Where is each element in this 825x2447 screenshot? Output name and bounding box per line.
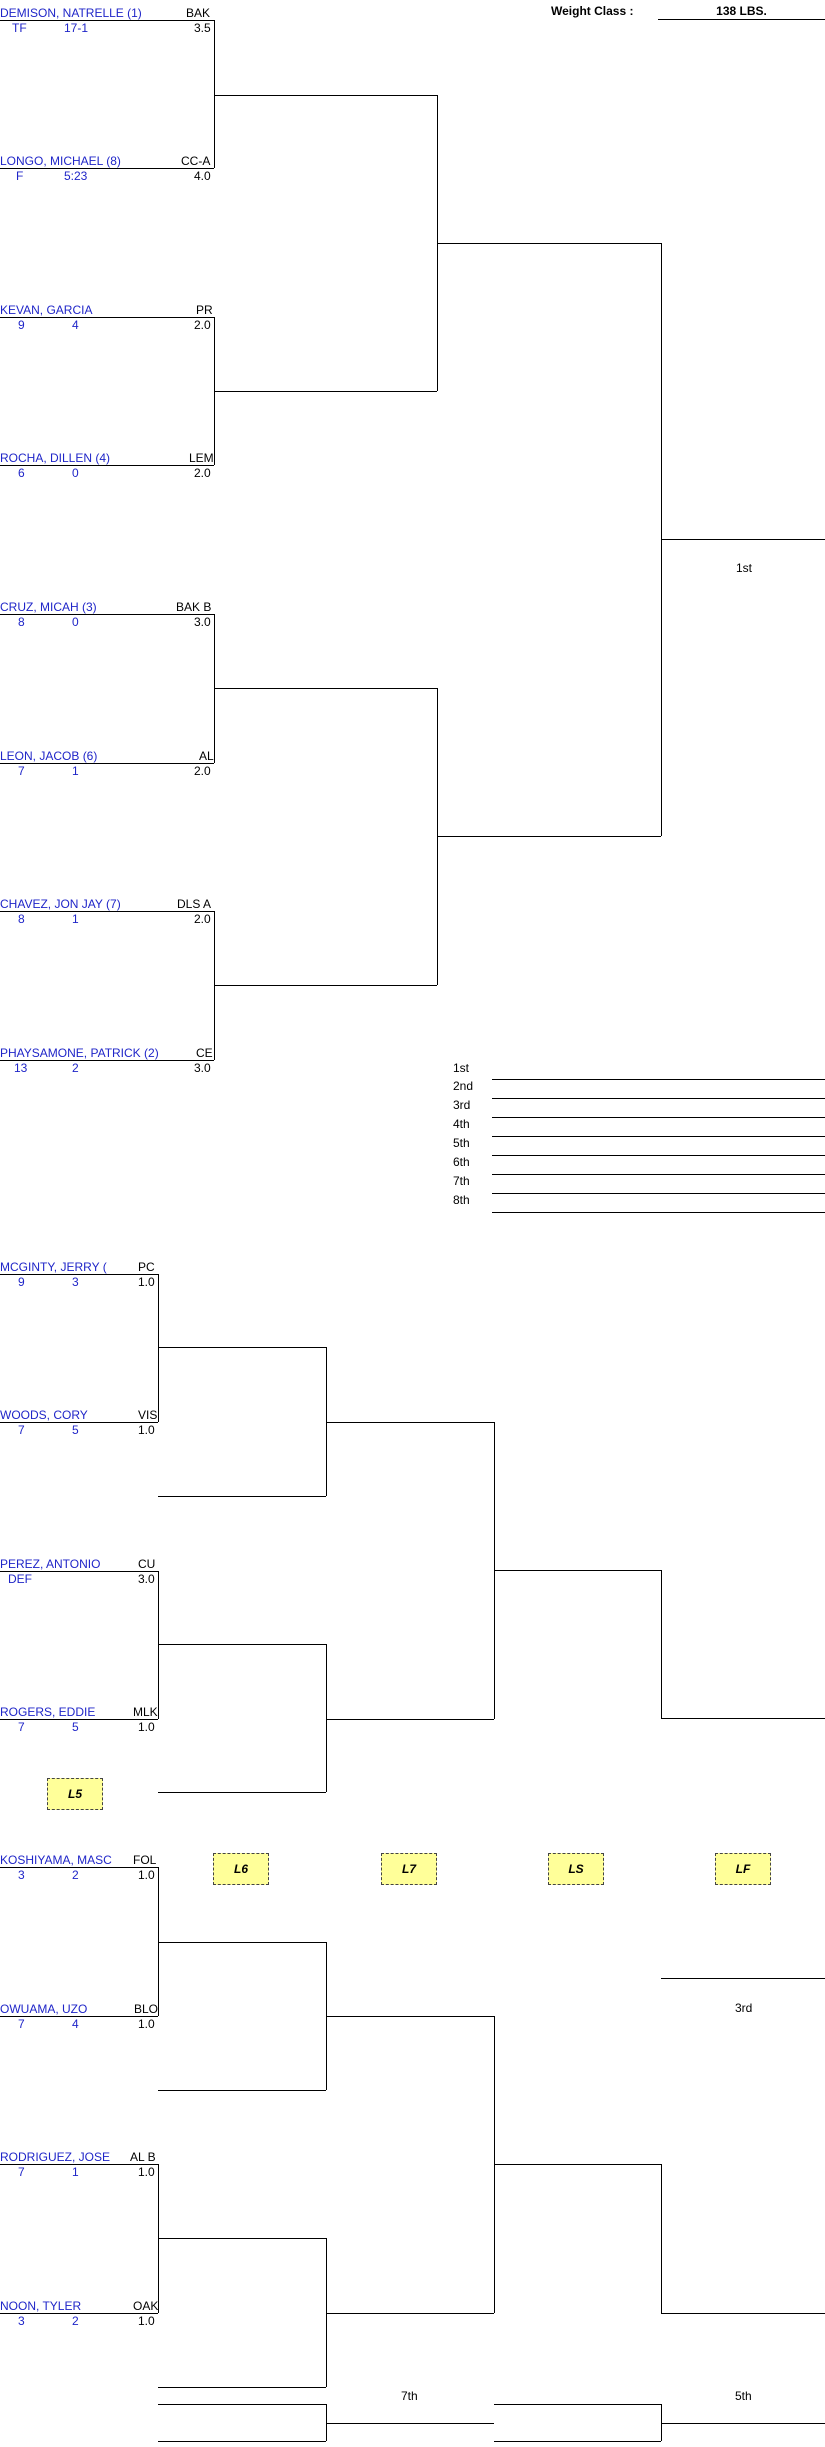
team-points: 1.0 [138,2314,155,2328]
l7-label: L7 [381,1853,437,1885]
result-score: 5:23 [64,169,88,183]
wrestler-name: PEREZ, ANTONIO [0,1557,101,1571]
result-type: 9 [18,1275,25,1289]
team-code: PR [196,303,213,317]
wrestler-name: KOSHIYAMA, MASC [0,1853,112,1867]
third-place-label: 3rd [735,2001,753,2015]
placement-label: 4th [453,1117,470,1131]
placement-label: 1st [453,1061,470,1075]
result-type: 7 [18,1423,25,1437]
team-code: VIS [138,1408,158,1422]
result-type: 6 [18,466,25,480]
team-code: OAK [133,2299,159,2313]
team-points: 1.0 [138,1275,155,1289]
wrestler-name: LONGO, MICHAEL (8) [0,154,121,168]
placement-label: 2nd [453,1079,474,1093]
result-type: 13 [14,1061,28,1075]
result-score: 4 [72,2017,79,2031]
team-code: CC-A [181,154,211,168]
fifth-place-line [661,2423,825,2424]
team-code: AL [199,749,214,763]
team-points: 1.0 [138,1423,155,1437]
team-points: 1.0 [138,2165,155,2179]
result-type: F [16,169,24,183]
team-points: 2.0 [194,912,211,926]
result-type: 8 [18,912,25,926]
result-score: 2 [72,1061,79,1075]
result-score: 1 [72,912,79,926]
result-score: 0 [72,615,79,629]
wrestler-name: CRUZ, MICAH (3) [0,600,97,614]
team-points: 1.0 [138,2017,155,2031]
placement-label: 3rd [453,1098,471,1112]
team-points: 3.0 [138,1572,155,1586]
first-place-label: 1st [736,561,753,575]
result-type: TF [12,21,27,35]
champion-line [661,539,825,540]
result-score: 17-1 [64,21,89,35]
wrestler-name: RODRIGUEZ, JOSE [0,2150,111,2164]
seventh-place-line [326,2423,494,2424]
wrestler-name: NOON, TYLER [0,2299,82,2313]
wrestler-name: ROCHA, DILLEN (4) [0,451,111,465]
result-type: 3 [18,2314,25,2328]
team-code: CU [138,1557,156,1571]
ls-label: LS [548,1853,604,1885]
team-code: CE [196,1046,213,1060]
fifth-place-label: 5th [735,2389,752,2403]
team-code: BAK B [176,600,212,614]
weight-class-underline [658,19,825,20]
result-score: 0 [72,466,79,480]
team-points: 2.0 [194,318,211,332]
team-points: 3.0 [194,615,211,629]
placement-label: 5th [453,1136,470,1150]
result-type: DEF [8,1572,32,1586]
lf-label: LF [715,1853,771,1885]
l6-label: L6 [213,1853,269,1885]
weight-class-value: 138 LBS. [716,4,767,18]
wrestler-name: PHAYSAMONE, PATRICK (2) [0,1046,159,1060]
team-code: BAK [186,6,211,20]
team-points: 3.0 [194,1061,211,1075]
placement-label: 6th [453,1155,470,1169]
team-points: 1.0 [138,1868,155,1882]
result-score: 1 [72,2165,79,2179]
result-score: 1 [72,764,79,778]
team-code: AL B [130,2150,156,2164]
wrestler-name: OWUAMA, UZO [0,2002,88,2016]
wrestler-name: KEVAN, GARCIA [0,303,93,317]
team-code: BLO [134,2002,159,2016]
team-code: MLK [133,1705,158,1719]
result-score: 5 [72,1720,79,1734]
team-points: 2.0 [194,466,211,480]
result-type: 7 [18,764,25,778]
result-type: 3 [18,1868,25,1882]
team-points: 1.0 [138,1720,155,1734]
result-score: 2 [72,2314,79,2328]
wrestler-name: DEMISON, NATRELLE (1) [0,6,142,20]
team-points: 2.0 [194,764,211,778]
result-type: 8 [18,615,25,629]
result-type: 7 [18,2165,25,2179]
result-score: 5 [72,1423,79,1437]
result-score: 2 [72,1868,79,1882]
team-code: PC [138,1260,155,1274]
team-points: 4.0 [194,169,211,183]
third-place-line [661,1978,825,1979]
result-type: 9 [18,318,25,332]
result-type: 7 [18,2017,25,2031]
seventh-place-label: 7th [401,2389,418,2403]
placement-label: 7th [453,1174,470,1188]
weight-class-label: Weight Class : [551,4,634,18]
result-score: 3 [72,1275,79,1289]
team-code: DLS A [177,897,212,911]
wrestler-name: CHAVEZ, JON JAY (7) [0,897,121,911]
wrestler-name: LEON, JACOB (6) [0,749,98,763]
l5-label: L5 [47,1778,103,1810]
wrestler-name: MCGINTY, JERRY ( [0,1260,107,1274]
result-score: 4 [72,318,79,332]
placement-label: 8th [453,1193,470,1207]
team-code: LEM [189,451,214,465]
wrestler-name: WOODS, CORY [0,1408,88,1422]
wrestler-name: ROGERS, EDDIE [0,1705,96,1719]
team-code: FOL [133,1853,157,1867]
team-points: 3.5 [194,21,211,35]
result-type: 7 [18,1720,25,1734]
